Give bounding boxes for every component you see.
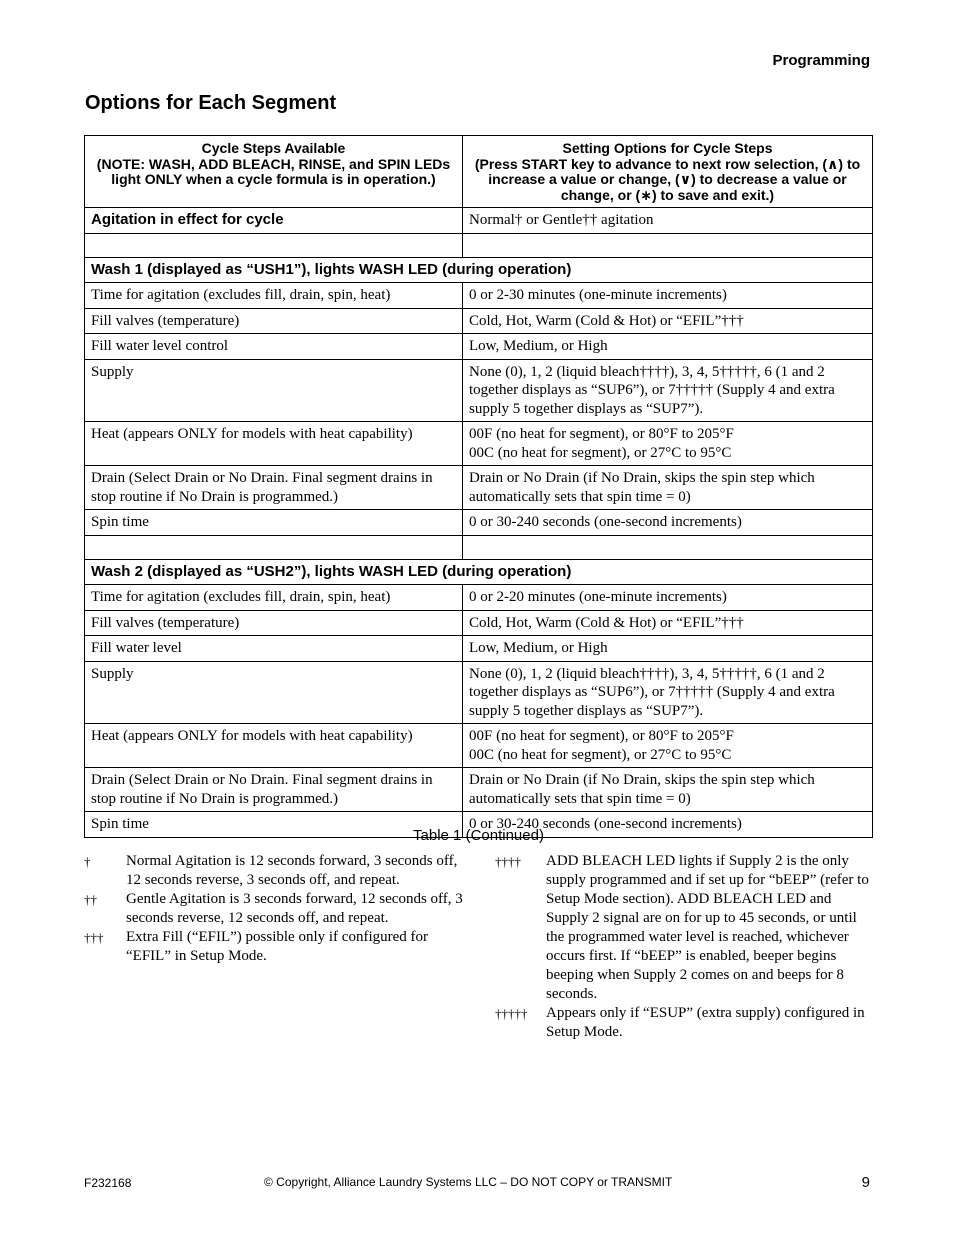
footnote-text: Extra Fill (“EFIL”) possible only if configured for “EFIL” in Setup Mode. <box>126 929 429 964</box>
wash2-section-row <box>85 559 873 585</box>
segment-options-table <box>84 135 873 838</box>
page-title: Options for Each Segment <box>85 92 337 114</box>
option-label: Time for agitation (excludes fill, drain, spin, heat) <box>85 283 463 309</box>
wash1-section-title: Wash 1 (displayed as “USH1”), lights WASH LED (during operation) <box>85 257 873 283</box>
option-label: Heat (appears ONLY for models with heat capability) <box>85 724 463 768</box>
footnote-text: Appears only if “ESUP” (extra supply) configured in Setup Mode. <box>546 1005 865 1040</box>
table-row <box>85 510 873 536</box>
option-label: Fill valves (temperature) <box>85 610 463 636</box>
blank-row <box>85 233 873 257</box>
blank-cell <box>463 535 873 559</box>
option-label: Drain (Select Drain or No Drain. Final segment drains in stop routine if No Drain is programmed.) <box>85 466 463 510</box>
option-label: Time for agitation (excludes fill, drain, spin, heat) <box>85 585 463 611</box>
wash1-section-row <box>85 257 873 283</box>
option-value: Low, Medium, or High <box>463 636 873 662</box>
option-value: 0 or 2-30 minutes (one-minute increments) <box>463 283 873 309</box>
col-header-cycle-steps <box>85 136 463 208</box>
blank-cell <box>463 233 873 257</box>
footnote-item <box>84 890 464 928</box>
option-label: Drain (Select Drain or No Drain. Final segment drains in stop routine if No Drain is programmed.) <box>85 768 463 812</box>
option-value: Cold, Hot, Warm (Cold & Hot) or “EFIL”††† <box>463 308 873 334</box>
option-value: Cold, Hot, Warm (Cold & Hot) or “EFIL”††† <box>463 610 873 636</box>
table-row <box>85 466 873 510</box>
option-value <box>463 724 873 768</box>
footnotes-right <box>495 852 875 1042</box>
option-label: Fill valves (temperature) <box>85 308 463 334</box>
footnote-mark: ††† <box>84 930 104 945</box>
option-label: Spin time <box>85 812 463 838</box>
table-row <box>85 308 873 334</box>
footnote-item <box>495 852 875 1004</box>
col-header-note: (NOTE: WASH, ADD BLEACH, RINSE, and SPIN LEDs light ONLY when a cycle formula is in operation.) <box>96 155 451 187</box>
footnote-item <box>495 1004 875 1042</box>
heat-fahrenheit-text: 00F (no heat for segment), or 80°F to 205°F <box>469 728 734 744</box>
table-row <box>85 768 873 812</box>
footnote-mark: †† <box>84 892 97 907</box>
page-number: 9 <box>861 1174 870 1191</box>
option-value: 0 or 30-240 seconds (one-second increments) <box>463 812 873 838</box>
option-value <box>463 422 873 466</box>
copyright-notice: © Copyright, Alliance Laundry Systems LLC – DO NOT COPY or TRANSMIT <box>264 1175 673 1189</box>
col-header-setting-options <box>463 136 873 208</box>
option-label: Supply <box>85 661 463 724</box>
heat-fahrenheit-text: 00F (no heat for segment), or 80°F to 205°F <box>469 426 734 442</box>
table-row <box>85 661 873 724</box>
blank-cell <box>85 535 463 559</box>
table-row <box>85 610 873 636</box>
footnote-mark: †††† <box>495 854 521 869</box>
table-row <box>85 585 873 611</box>
col-header-note: (Press START key to advance to next row selection, (∧) to increase a value or change, (∨) to decrease a value or change, or (∗) to save and exit.) <box>474 155 861 203</box>
footnote-item <box>84 852 464 890</box>
footnote-mark: † <box>84 854 91 869</box>
table-caption: Table 1 (Continued) <box>413 827 544 844</box>
heat-celsius-text: 00C (no heat for segment), or 27°C to 95°C <box>469 746 732 763</box>
agitation-value: Normal† or Gentle†† agitation <box>463 208 873 234</box>
col-header-title: Cycle Steps Available <box>201 140 346 156</box>
heat-celsius-text: 00C (no heat for segment), or 27°C to 95°C <box>469 444 732 461</box>
option-label: Fill water level control <box>85 334 463 360</box>
agitation-label: Agitation in effect for cycle <box>85 208 463 234</box>
option-label: Fill water level <box>85 636 463 662</box>
option-value: Drain or No Drain (if No Drain, skips the spin step which automatically sets that spin time = 0) <box>463 466 873 510</box>
blank-cell <box>85 233 463 257</box>
table-row <box>85 359 873 422</box>
option-value: 0 or 2-20 minutes (one-minute increments) <box>463 585 873 611</box>
footnote-text: Gentle Agitation is 3 seconds forward, 12 seconds off, 3 seconds reverse, 12 seconds off, and repeat. <box>126 891 463 926</box>
option-value: None (0), 1, 2 (liquid bleach††††), 3, 4, 5†††††, 6 (1 and 2 together displays as “SUP6”), or 7††††† (Supply 4 and extra supply 5 together displays as “SUP7”). <box>463 359 873 422</box>
table-row <box>85 208 873 234</box>
option-label: Supply <box>85 359 463 422</box>
section-header: Programming <box>772 52 870 69</box>
footnotes-left <box>84 852 464 966</box>
option-label: Heat (appears ONLY for models with heat capability) <box>85 422 463 466</box>
wash2-section-title: Wash 2 (displayed as “USH2”), lights WASH LED (during operation) <box>85 559 873 585</box>
table-header-row <box>85 136 873 208</box>
option-value: None (0), 1, 2 (liquid bleach††††), 3, 4, 5†††††, 6 (1 and 2 together displays as “SUP6”), or 7††††† (Supply 4 and extra supply 5 together displays as “SUP7”). <box>463 661 873 724</box>
option-value: Drain or No Drain (if No Drain, skips the spin step which automatically sets that spin time = 0) <box>463 768 873 812</box>
table-row <box>85 636 873 662</box>
table-row <box>85 422 873 466</box>
table-row <box>85 334 873 360</box>
footnote-text: Normal Agitation is 12 seconds forward, 3 seconds off, 12 seconds reverse, 3 seconds off, and repeat. <box>126 853 458 888</box>
col-header-title: Setting Options for Cycle Steps <box>562 140 773 156</box>
footnote-text: ADD BLEACH LED lights if Supply 2 is the only supply programmed and if set up for “bEEP” (refer to Setup Mode section). ADD BLEACH LED and Supply 2 signal are on for up to 45 seconds, or until the programmed water level is reached, whichever occurs first. If “bEEP” is enabled, beeper begins beeping when Supply 2 comes on and beeps for 8 seconds. <box>546 853 869 1002</box>
table-row <box>85 283 873 309</box>
option-value: 0 or 30-240 seconds (one-second increments) <box>463 510 873 536</box>
table-row <box>85 724 873 768</box>
blank-row <box>85 535 873 559</box>
option-label: Spin time <box>85 510 463 536</box>
footnote-item <box>84 928 464 966</box>
option-value: Low, Medium, or High <box>463 334 873 360</box>
document-id: F232168 <box>84 1176 132 1190</box>
footnote-mark: ††††† <box>495 1006 528 1021</box>
